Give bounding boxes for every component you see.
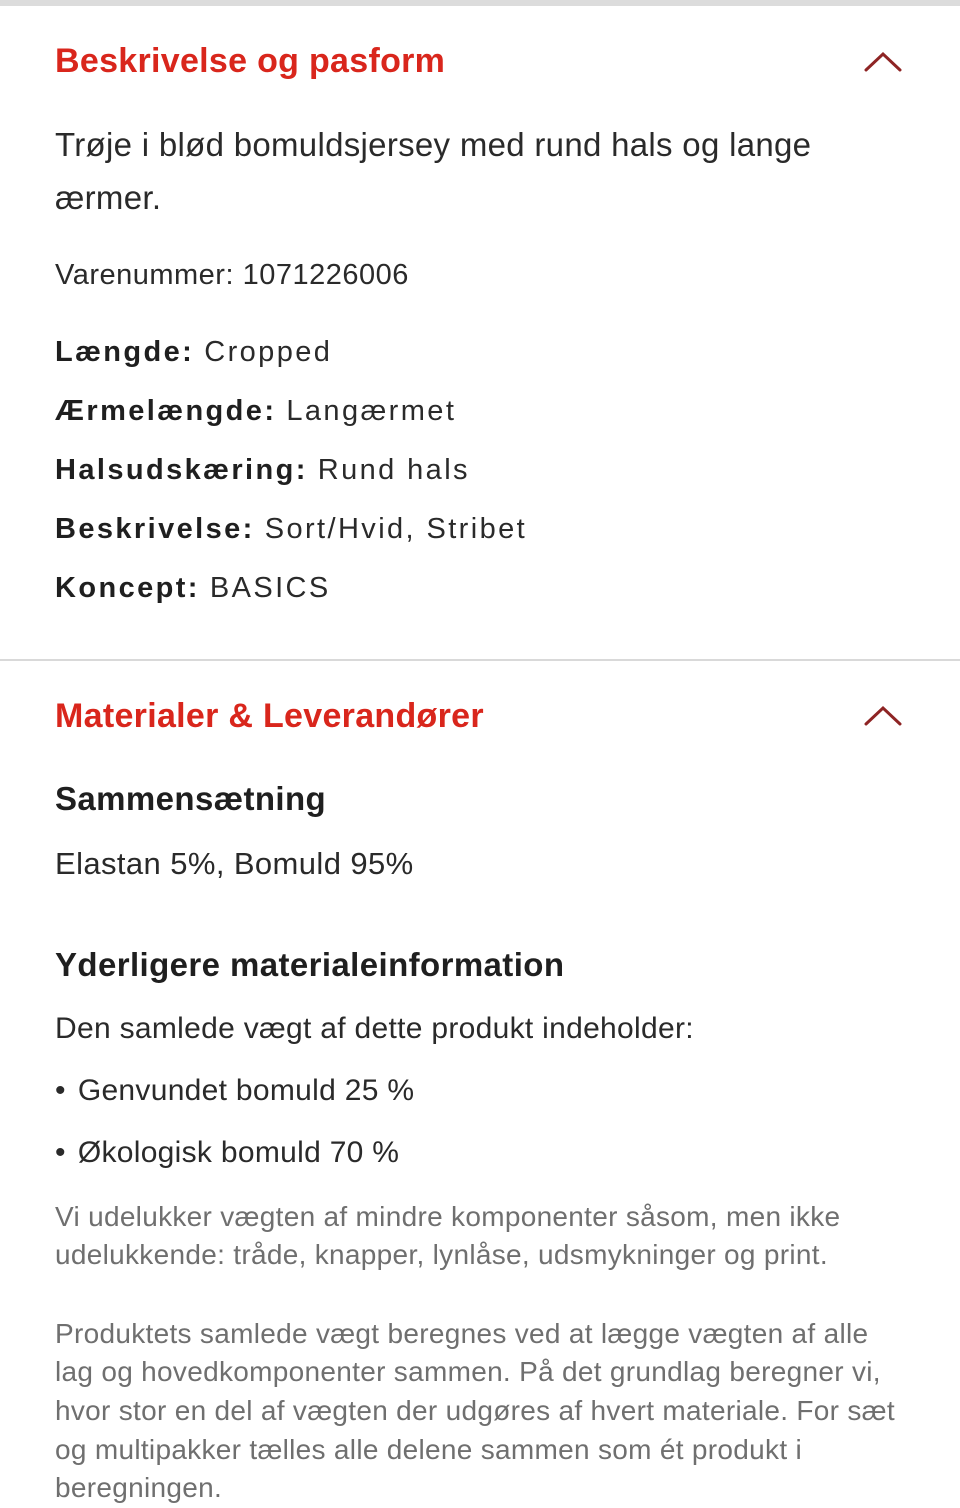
- material-info-intro: Den samlede vægt af dette produkt indeholder:: [55, 1011, 694, 1045]
- bullet-dot: •: [55, 1073, 66, 1107]
- chevron-up-icon[interactable]: [863, 51, 903, 73]
- composition-value: Elastan 5%, Bomuld 95%: [55, 845, 414, 881]
- product-details-panel: [0, 42, 960, 605]
- attribute-value: Langærmet: [286, 394, 457, 427]
- weight-calculation-note: Produktets samlede vægt beregnes ved at lægge vægten af alle lag og hovedkomponenter sammen. På det grundlag beregner vi, hvor stor en del af vægten der udgøres af hvert materiale. For sæt og multipakker tælles alle delene sammen som ét produkt i beregningen.: [55, 1317, 895, 1504]
- section-header-description-fit[interactable]: [55, 42, 905, 81]
- section-title-materials-suppliers: Materialer & Leverandører: [55, 696, 484, 735]
- weight-exclusion-note: Vi udelukker vægten af mindre komponenter såsom, men ikke udelukkende: tråde, knapper, lynlåse, udsmykninger og print.: [55, 1200, 841, 1271]
- attribute-value: BASICS: [209, 571, 331, 604]
- attribute-value: Cropped: [204, 335, 333, 368]
- attribute-row-sleeve-length: [55, 395, 905, 428]
- attribute-value: Rund hals: [317, 453, 470, 486]
- product-description-text: Trøje i blød bomuldsjersey med rund hals og lange ærmer.: [55, 126, 812, 216]
- article-number: Varenummer: 1071226006: [55, 258, 409, 291]
- top-divider-bar: [0, 0, 960, 6]
- material-info-heading: Yderligere materialeinformation: [55, 945, 565, 983]
- list-item-recycled-cotton: [55, 1074, 905, 1108]
- attribute-label: Ærmelængde:: [55, 394, 277, 427]
- attribute-value: Sort/Hvid, Stribet: [264, 512, 528, 545]
- attribute-list: [55, 336, 905, 605]
- section-divider: [0, 659, 960, 661]
- attribute-label: Beskrivelse:: [55, 512, 255, 545]
- attribute-label: Koncept:: [55, 571, 200, 604]
- attribute-row-neckline: [55, 454, 905, 487]
- list-item-organic-cotton: [55, 1136, 905, 1170]
- attribute-label: Længde:: [55, 335, 195, 368]
- attribute-row-concept: [55, 572, 905, 605]
- chevron-up-icon[interactable]: [863, 705, 903, 727]
- material-bullet-list: [55, 1074, 905, 1170]
- composition-heading: Sammensætning: [55, 779, 327, 817]
- list-item-text: Genvundet bomuld 25 %: [77, 1073, 415, 1107]
- materials-suppliers-panel: [0, 697, 960, 1508]
- section-header-materials-suppliers[interactable]: [55, 697, 905, 736]
- list-item-text: Økologisk bomuld 70 %: [77, 1135, 400, 1169]
- attribute-row-length: [55, 336, 905, 369]
- section-title-description-fit: Beskrivelse og pasform: [55, 42, 446, 80]
- attribute-label: Halsudskæring:: [55, 453, 308, 486]
- attribute-row-description: [55, 513, 905, 546]
- bullet-dot: •: [55, 1135, 66, 1169]
